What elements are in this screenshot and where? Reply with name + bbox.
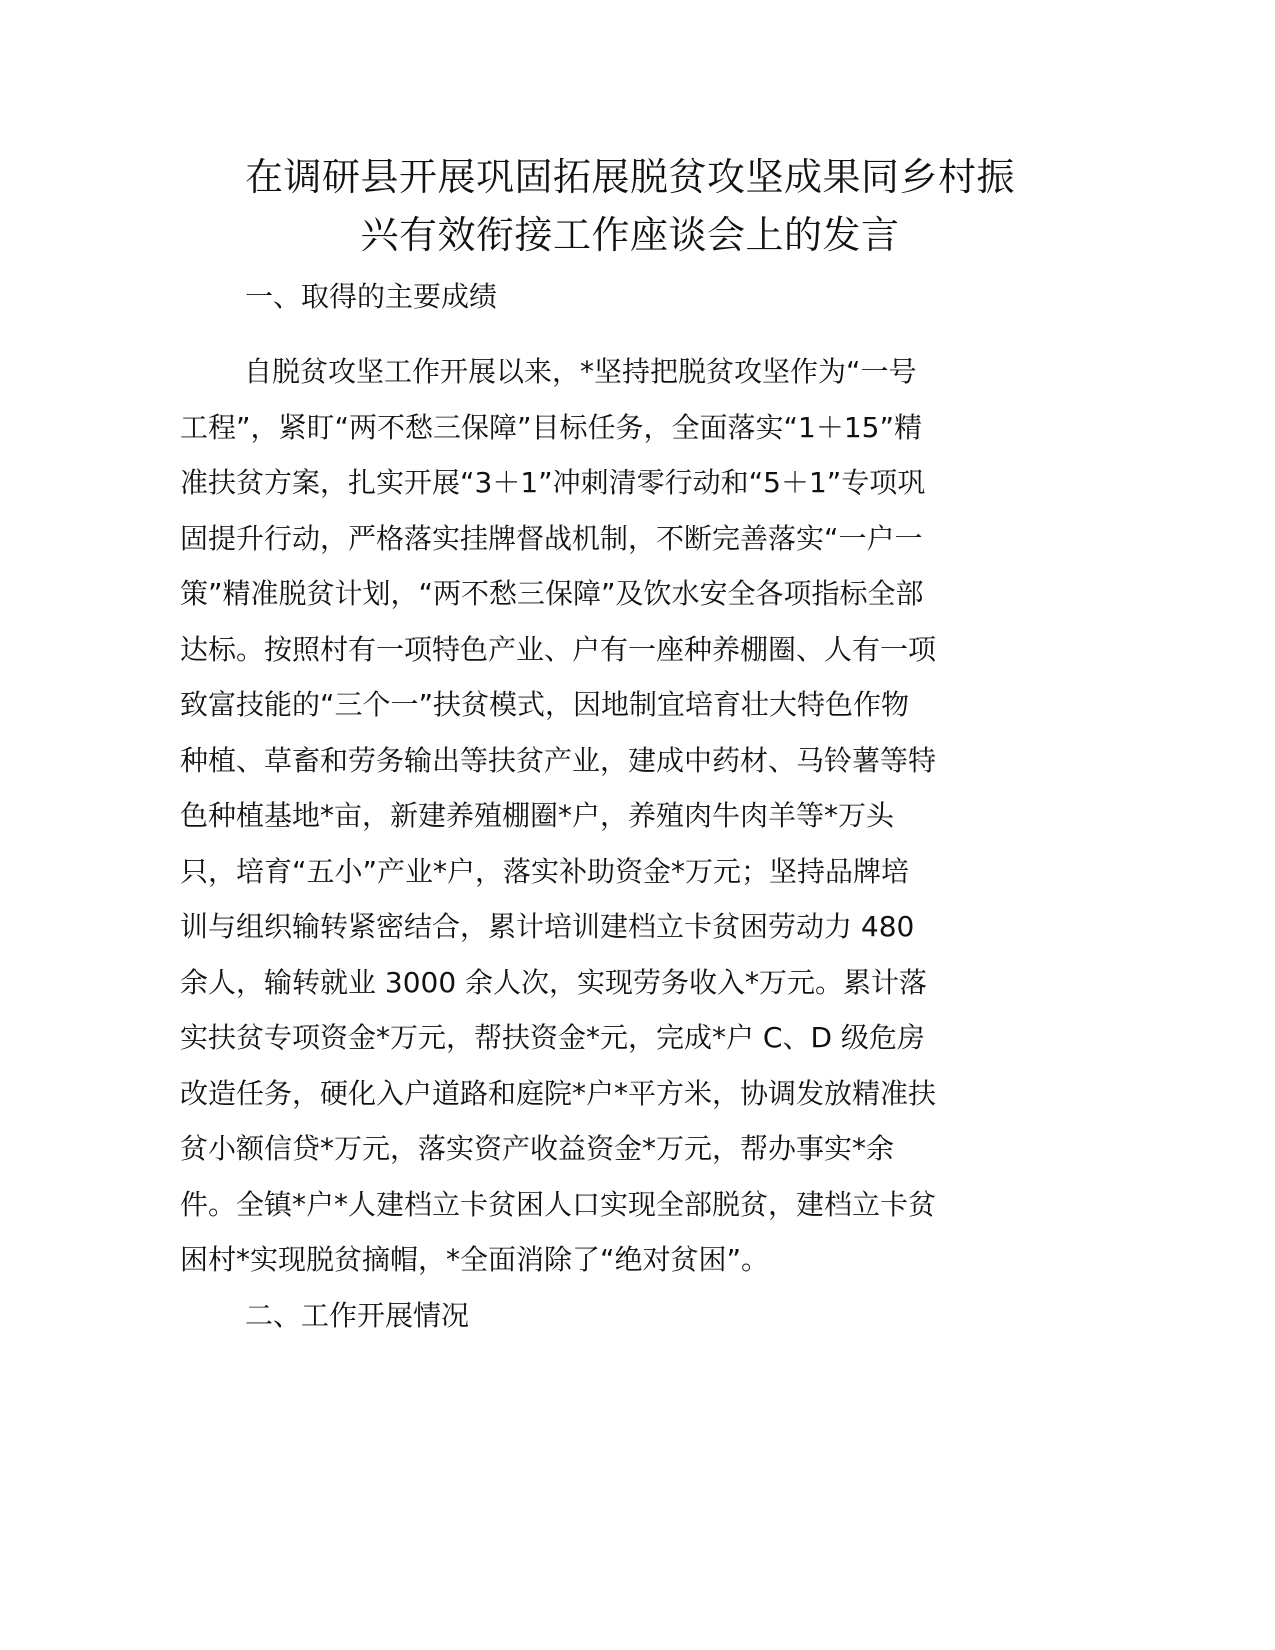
paragraph-line: 色种植基地*亩，新建养殖棚圈*户，养殖肉牛肉羊等*万头: [180, 799, 895, 832]
paragraph-line: 实扶贫专项资金*万元，帮扶资金*元，完成*户 C、D 级危房: [180, 1021, 925, 1054]
title-line-2: 兴有效衔接工作座谈会上的发言: [360, 213, 900, 257]
paragraph-line: 自脱贫攻坚工作开展以来，*坚持把脱贫攻坚作为“一号: [244, 355, 917, 388]
title-line-1: 在调研县开展巩固拓展脱贫攻坚成果同乡村振: [244, 155, 1015, 199]
paragraph-line: 件。全镇*户*人建档立卡贫困人口实现全部脱贫，建档立卡贫: [180, 1187, 937, 1221]
paragraph-line: 工程”，紧盯“两不愁三保障”目标任务，全面落实“1＋15”精: [180, 410, 922, 444]
paragraph-line: 余人，输转就业 3000 余人次，实现劳务收入*万元。累计落: [180, 965, 928, 999]
paragraph-line: 只，培育“五小”产业*户，落实补助资金*万元；坚持品牌培: [180, 854, 910, 888]
document-title: [180, 148, 1080, 264]
paragraph-line: 致富技能的“三个一”扶贫模式，因地制宜培育壮大特色作物: [180, 688, 910, 721]
section-heading-work-progress: 二、工作开展情况: [245, 1299, 470, 1332]
paragraph-line: 改造任务，硬化入户道路和庭院*户*平方米，协调发放精准扶: [180, 1076, 937, 1110]
paragraph-line: 困村*实现脱贫摘帽，*全面消除了“绝对贫困”。: [180, 1243, 770, 1276]
paragraph-line: 策”精准脱贫计划，“两不愁三保障”及饮水安全各项指标全部: [180, 577, 924, 610]
section-heading-achievements: 一、取得的主要成绩: [245, 280, 498, 313]
paragraph-line: 达标。按照村有一项特色产业、户有一座种养棚圈、人有一项: [180, 632, 937, 666]
paragraph-achievements: [180, 344, 1060, 1288]
paragraph-line: 准扶贫方案，扎实开展“3＋1”冲刺清零行动和“5＋1”专项巩: [180, 466, 926, 499]
paragraph-line: 种植、草畜和劳务输出等扶贫产业，建成中药材、马铃薯等特: [180, 743, 937, 777]
paragraph-line: 固提升行动，严格落实挂牌督战机制，不断完善落实“一户一: [180, 521, 923, 555]
paragraph-line: 贫小额信贷*万元，落实资产收益资金*万元，帮办事实*余: [180, 1132, 895, 1165]
paragraph-line: 训与组织输转紧密结合，累计培训建档立卡贫困劳动力 480: [180, 910, 915, 943]
